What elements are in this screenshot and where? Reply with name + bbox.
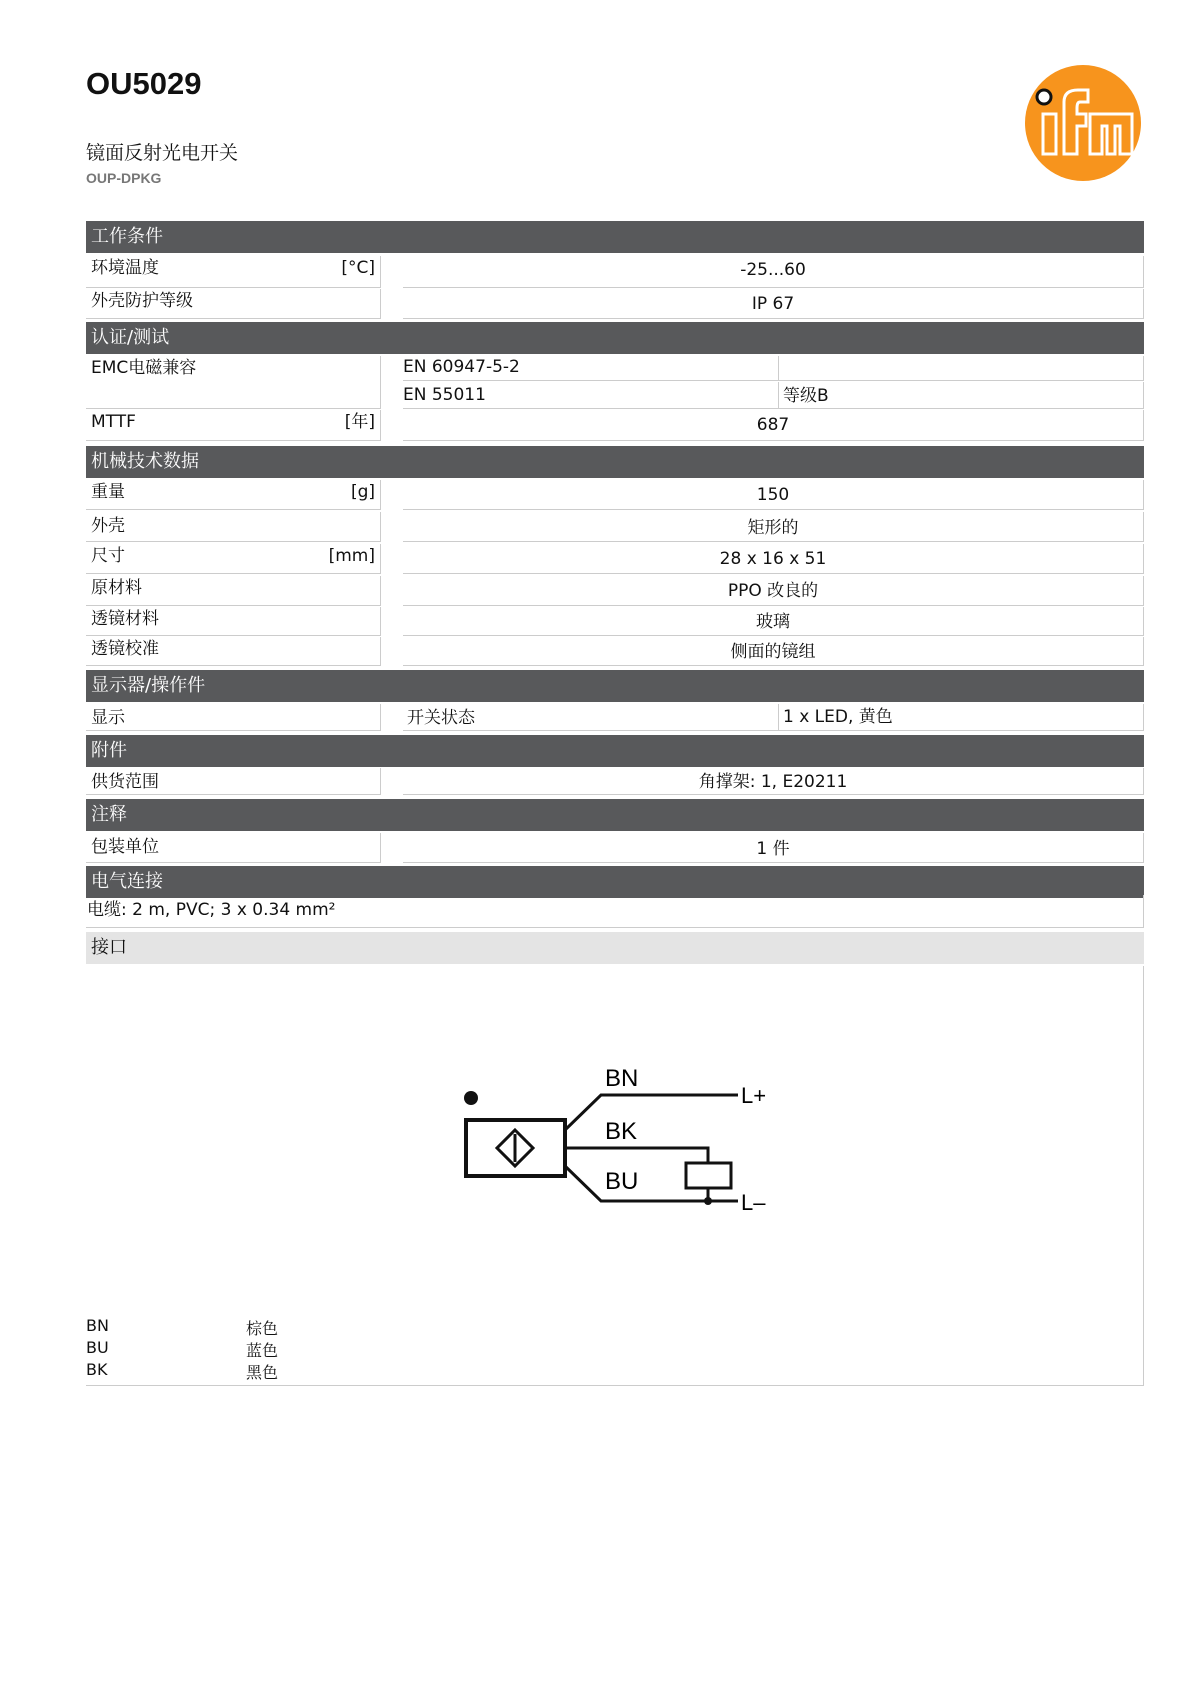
scope-of-delivery-label: 供货范围 [86, 768, 381, 795]
legend-color-bu: 蓝色 [246, 1341, 279, 1360]
legend-code-bk: BK [86, 1360, 108, 1379]
section-certification: 认证/测试 [86, 322, 1144, 354]
ambient-temperature-value: -25...60 [403, 256, 1144, 288]
weight-text: 重量 [91, 482, 125, 502]
emc-standard-2: EN 55011 [403, 382, 779, 409]
emc-label: EMC电磁兼容 [86, 356, 381, 409]
mttf-value: 687 [403, 410, 1144, 441]
product-title: OU5029 [86, 66, 202, 101]
material-label: 原材料 [86, 576, 381, 606]
wiring-diagram [455, 1055, 795, 1215]
ambient-temperature-label [86, 256, 381, 288]
housing-label: 外壳 [86, 512, 381, 542]
protection-rating-label: 外壳防护等级 [86, 289, 381, 319]
legend-code-bn: BN [86, 1316, 109, 1335]
lens-material-label: 透镜材料 [86, 607, 381, 636]
product-code: OUP-DPKG [86, 170, 162, 186]
section-remarks: 注释 [86, 799, 1144, 831]
weight-label [86, 480, 381, 510]
wire-bn [565, 1095, 738, 1130]
lens-adjust-value: 侧面的镜组 [403, 637, 1144, 666]
dimensions-text: 尺寸 [91, 546, 125, 566]
lens-adjust-label: 透镜校准 [86, 637, 381, 666]
emc-standard-1-class [779, 356, 1144, 381]
label-l-plus: L+ [741, 1083, 767, 1108]
ambient-temperature-text: 环境温度 [91, 258, 159, 278]
scope-of-delivery-value: 角撑架: 1, E20211 [403, 768, 1144, 795]
emc-standard-2-class: 等级B [779, 382, 1144, 409]
junction-dot [704, 1197, 712, 1205]
display-label: 显示 [86, 704, 381, 731]
label-bk: BK [605, 1118, 638, 1145]
housing-value: 矩形的 [403, 512, 1144, 542]
section-operating-conditions: 工作条件 [86, 221, 1144, 253]
ambient-temperature-unit: [°C] [341, 258, 375, 278]
load-symbol [686, 1163, 731, 1188]
legend-code-bu: BU [86, 1338, 109, 1357]
emc-standard-1: EN 60947-5-2 [403, 356, 779, 381]
diagram-dot [464, 1091, 478, 1105]
display-function: 开关状态 [403, 704, 779, 731]
interface-header: 接口 [86, 932, 1144, 964]
display-value: 1 x LED, 黄色 [779, 704, 1144, 731]
section-display: 显示器/操作件 [86, 670, 1144, 702]
mttf-label [86, 410, 381, 441]
legend-color-bn: 棕色 [246, 1319, 279, 1338]
label-l-minus: L– [741, 1190, 766, 1215]
packaging-unit-label: 包装单位 [86, 833, 381, 863]
dimensions-unit: [mm] [328, 546, 375, 566]
label-bu: BU [605, 1168, 639, 1195]
packaging-unit-value: 1 件 [403, 833, 1144, 863]
section-mechanical-data: 机械技术数据 [86, 446, 1144, 478]
dimensions-label [86, 544, 381, 574]
cable-spec: 电缆: 2 m, PVC; 3 x 0.34 mm² [86, 895, 1144, 928]
section-electrical-connection: 电气连接 [86, 866, 1144, 898]
dimensions-value: 28 x 16 x 51 [403, 544, 1144, 574]
weight-value: 150 [403, 480, 1144, 510]
mttf-text: MTTF [91, 412, 136, 432]
product-subtitle: 镜面反射光电开关 [86, 142, 239, 164]
lens-material-value: 玻璃 [403, 607, 1144, 636]
ifm-logo [1024, 64, 1142, 182]
legend-color-bk: 黑色 [246, 1363, 279, 1382]
weight-unit: [g] [350, 482, 375, 502]
section-accessories: 附件 [86, 735, 1144, 767]
protection-rating-value: IP 67 [403, 289, 1144, 319]
label-bn: BN [605, 1065, 639, 1092]
material-value: PPO 改良的 [403, 576, 1144, 606]
mttf-unit: [年] [344, 412, 375, 432]
